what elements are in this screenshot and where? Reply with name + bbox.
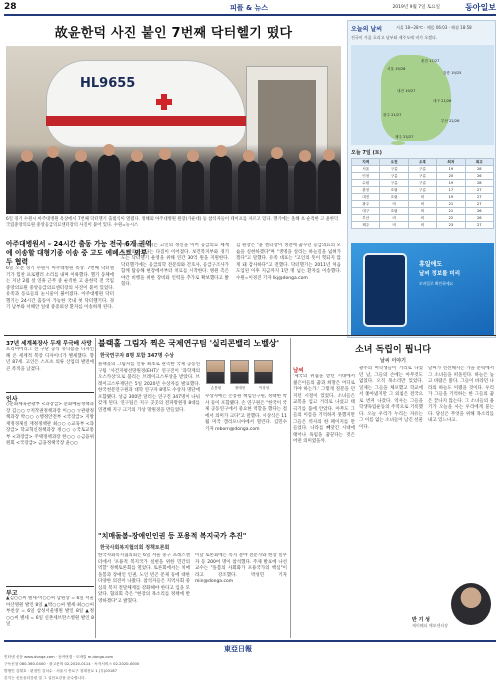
weather-meta: 서울 18~28℃ · 해뜸 06:03 · 해짐 18:58 [396, 25, 472, 30]
table-row: 부산 비 비 22 26 [352, 215, 494, 222]
table-row: 수원 구름 구름 19 28 [352, 180, 494, 187]
ceremony-crowd [6, 144, 341, 214]
smartphone-icon [363, 253, 407, 327]
person-silhouette [238, 160, 260, 214]
personnel-section-text: ◇문화체육관광부 <과장급> 문화예술정책과장 김○○ ▽저작권정책과장 이○○ ▽관광정책과장 박○○ ◇행정안전부 <국장급> 지방재정경제실 재정정책관 최○○ ◇교육부 <과장급> 학교혁신정책과장 정○○ ◇국토교통부 <과장급> 주택정책과장 한○○ ◇금융위원회 <국장급> 금융정책국장 윤○○ [6, 402, 94, 447]
story2-subheadline: 한국연구자 8명 포함 347명 수상 [100, 353, 175, 359]
person-silhouette [126, 160, 148, 214]
table-header-row: 지역 오전 오후 최저 최고 [352, 159, 494, 166]
ad-line-3: 모바일로 확인하세요 [419, 281, 454, 286]
lead-headline: 故윤한덕 사진 붙인 7번째 닥터헬기 떴다 [54, 26, 293, 41]
footer-line: 구독신청 080-360-0400 · 광고문의 02-2020-0114 · 독자서비스 02-2020-0000 [4, 662, 140, 666]
lead-photo [6, 46, 341, 214]
table-row: 광주 비 비 21 27 [352, 201, 494, 208]
weather-city: 강릉 19/25 [443, 71, 462, 75]
researcher-name: 이상성 [258, 386, 270, 390]
footer-line: 인터넷 신문 www.donga.com · 동아닷컴 · 모바일 m.donga.com [4, 655, 114, 659]
weather-city: 춘천 17/27 [421, 59, 440, 63]
person-silhouette [318, 159, 340, 214]
photo-caption: 6일 경기 수원시 아주대병원 옥상에서 7번째 닥터헬기 출범식이 열렸다. 정해외 아주대병원 원장(가운데) 등 참석자들이 테이프를 자르고 있다. 헬기에는 올해 초 순직한 고 윤한덕 국립중앙의료원 중앙응급의료센터장의 사진이 붙어 있다. 수원=뉴시스 [6, 217, 339, 229]
story1-headline: 아주대병원서 – 24시간 출동 가능 전국 6개 권역에 이송할 대형기종 이송 중 고도 에베스트 외부 두 협력 [6, 240, 152, 267]
story2-column-2: 수상자에는 손봉원 책임연구원, 정태현 박사 등이 포함됐다. 손 연구원은 "한국이 국제 공동연구에서 중요한 역할을 했다는 점에서 의미가 크다"고 말했다. 시상식은 11월 미국 캘리포니아에서 열린다. 김민수 기자 reborn@donga.com [205, 394, 287, 432]
person-silhouette [70, 160, 92, 214]
personnel-section-title: 인사 [6, 392, 94, 403]
column-separator [290, 338, 291, 638]
issue-date: 2019년 9월 7일 토요일 [392, 5, 440, 10]
author-photo [451, 583, 491, 625]
table-row: 서울 구름 구름 19 28 [352, 166, 494, 173]
column-text-3: 날씨가 선선해지는 가을 문턱에서 그 소녀들을 떠올린다. 하늘은 높고 바람은 맑다. 그들이 바라던 나라의 하늘도 이랬을 것이다. 우리가 그들을 기억하는 한 그들의 꿈은 끝나지 않는다. 그 소녀들의 용기가 오늘을 사는 우리에게 묻는다. 당신은 무엇을 위해 목소리를 내고 있느냐고. [428, 366, 494, 424]
researcher-photo [254, 360, 273, 384]
ad-line-1: 휴일에도 [419, 261, 443, 268]
weather-description: 전국이 가끔 흐리고 남부와 제주도에 비가 오겠다. [351, 35, 438, 40]
footer-logo: 東亞日報 [224, 645, 252, 653]
red-cross-icon [156, 94, 172, 110]
column-separator [95, 338, 96, 638]
person-silhouette [294, 160, 316, 214]
story1-column-1: 6일 오전 경기 수원시 아주대병원 옥상. 7번째 닥터헬기가 힘찬 프로펠러 소리를 내며 이륙했다. 헬기 동체에는 지난 2월 설 연휴 근무 중 순직한 고 윤한덕 전 국립중앙의료원 중앙응급의료센터장의 사진이 붙어 있었다. 유족과 동료들의 눈시울이 붉어졌다. 아주대병원 닥터헬기는 24시간 출동이 가능한 국내 첫 닥터헬기다. 경기 남부와 서해안 일대 중증외상 환자를 이송하게 된다. [6, 266, 114, 311]
table-row: 인천 구름 구름 20 26 [352, 173, 494, 180]
researcher-photo [206, 360, 225, 384]
researcher-photo [230, 360, 249, 384]
page-footer [4, 640, 496, 688]
table-row: 춘천 흐림 구름 17 27 [352, 187, 494, 194]
helicopter-body [46, 60, 246, 148]
person-silhouette [154, 158, 176, 214]
footer-line: 발행인 김재호 · 편집인 김차수 · 서울시 종로구 청계천로 1 (우)03187 [4, 669, 117, 673]
researcher-name: 손봉원 [210, 386, 222, 390]
weather-city: 광주 21/27 [383, 113, 402, 117]
story1-column-3: 김 원장은 "윤 센터장이 생전에 꿈꾸던 응급의료의 모습을 실현하겠다"며 "생명을 살리는 하늘길을 넓혀가겠다"고 말했다. 유족 대표는 "고인의 뜻이 헛되지 않게 돼 감사하다"고 전했다. 닥터헬기는 2011년 처음 도입된 이후 지금까지 1만 명 넘는 환자를 이송했다. 수원=이경진 기자 lkj@donga.com [236, 243, 341, 281]
column-headline: 소녀 독립이 뭡니다 [355, 345, 431, 355]
person-silhouette [210, 155, 232, 214]
person-silhouette [182, 160, 204, 214]
person-silhouette [42, 156, 64, 214]
ad-line-2: 날씨 정보를 미리 [419, 271, 461, 277]
section-title: 피플 & 뉴스 [230, 4, 269, 12]
weather-app-ad[interactable] [351, 243, 494, 336]
forecast-table [351, 158, 494, 229]
weather-city: 대전 19/27 [397, 89, 416, 93]
column-text-2: 광주의 여학생들이 거리로 나섰던 날, 그들의 손에는 아무것도 없었다. 오직 목소리만 있었다. 일제는 그들을 체포했고 학교에서 쫓아냈지만 그 외침은 전국으로 번져 나갔다. 역사는 그들을 학생독립운동의 주역으로 기록했다. 오늘 우리가 누리는 자유는 그 이름 없는 소녀들이 남긴 선물이다. [359, 366, 423, 430]
jeju-island [391, 141, 405, 145]
helicopter-stripe [46, 116, 246, 126]
story3-column-1: 한국사회복지협의회는 6일 서울 중구 프레스센터에서 '포용적 복지국가 실현을 위한 민간의 역할' 정책토론회를 열었다. 토론회에서는 치매 돌봄과 장애인 인권, 노인 빈곤 문제 등에 대한 다양한 의견이 나왔다. 참석자들은 지역사회 중심의 복지 전달체계를 강화해야 한다고 입을 모았다. 협의회 측은 "현장의 목소리를 정책에 반영하겠다"고 밝혔다. [98, 553, 190, 604]
newspaper-logo: 동아일보 [465, 3, 496, 12]
footer-line: 본지는 신문윤리강령 및 그 실천요강을 준수합니다. [4, 676, 86, 680]
story1-column-2: 이날 출범식에서는 고인의 정신을 이어 응급의료 체계를 강화하겠다는 다짐이 이어졌다. 보건복지부와 경기도는 닥터헬기 운영을 위해 연간 30억 원을 지원한다. 닥터헬기에는 응급의학 전문의와 간호사, 응급구조사가 함께 탑승해 현장에서부터 치료를 시작한다. 병원 측은 야간 비행을 위한 장비와 인력을 추가로 확보했다고 밝혔다. [121, 243, 229, 288]
table-row: 대구 흐림 비 21 26 [352, 208, 494, 215]
person-silhouette [266, 157, 288, 214]
table-row: 대전 흐림 비 19 27 [352, 194, 494, 201]
table-row: 제주 비 비 23 27 [352, 222, 494, 229]
weather-city: 부산 22/26 [441, 119, 460, 123]
column-title: 남씨 [293, 368, 304, 374]
story3-headline: "치매돌봄-장애인인권 등 포용적 복지국가 추진" [98, 532, 247, 540]
weather-title: 오늘의 날씨 [351, 26, 383, 33]
page-number: 28 [4, 2, 17, 12]
weather-panel [347, 20, 496, 338]
weather-map [351, 45, 494, 145]
author-role: 케이웨더 예보센터장 [412, 623, 449, 628]
story3-subheadline: 한국사회복지협의회 정책토론회 [100, 545, 170, 551]
person-silhouette [16, 160, 38, 214]
column-kicker: 날씨 이야기 [380, 358, 406, 364]
weather-city: 서울 19/28 [387, 67, 406, 71]
obituary-feature-text: 프리미어리그 전 구단 공식 유니폼을 디자인해 온 세계적 복장 디자이너가 별세했다. 향년 87세. 고인은 스포츠 의류 산업의 발전에 큰 족적을 남겼다. [6, 347, 94, 372]
weather-city: 대구 21/26 [433, 99, 452, 103]
author-name: 반 기 성 [412, 617, 430, 623]
helicopter-registration: HL9655 [80, 76, 136, 91]
story2-headline: 블랙홀 그림자 찍은 국제연구팀 '실리콘밸리 노벨상' [98, 339, 280, 348]
person-silhouette [98, 154, 120, 214]
obituary-section-title: 부고 [6, 586, 94, 597]
column-text-1: '제국의 위협을 받던 시대에서 젊은이들의 꿈과 희망은 어디로 가야 하는가.' 그렇게 질문을 던지던 시절이 있었다. 소녀들은 교복을 입고 거리로 나섰고 태극기를 품에 안았다. 아무도 그들의 이름을 기억하지 못했지만 그들은 역사의 한 페이지를 만들었다. 나라를 빼앗긴 시대에 태어나 독립을 꿈꾼다는 것은 어떤 의미였을까. [293, 374, 355, 445]
story3-column-2: 이날 토론회에는 복지 분야 전문가와 현장 실무자 등 200여 명이 참석했다. 주제 발표에 나선 교수는 "돌봄의 사회화가 포용국가의 핵심"이라고 강조했다. 박성민 기자 min@donga.com [195, 553, 287, 585]
researcher-name: 정태현 [234, 386, 246, 390]
obituary-feature-title: 37년 세계복장사 두재 무극배 사망 [6, 341, 92, 347]
obituary-section-text: ▲김○○씨 별세·이○○씨 남편상 = 6일 서울아산병원 발인 8일 ▲박○○씨 별세·최○○씨 부친상 = 6일 삼성서울병원 발인 8일 ▲정○○씨 별세 = 6일 신촌세브란스병원 발인 8일 [6, 596, 94, 628]
section-divider [4, 335, 496, 336]
forecast-table-title: 오늘 7일 (토) [351, 150, 382, 156]
page-header [4, 2, 496, 16]
weather-city: 제주 23/27 [395, 135, 414, 139]
story2-column-1: 블랙홀의 그림자를 인류 최초로 관측한 국제 공동연구팀 '사건지평선망원경(EHT)' 연구진이 '과학계의 오스카상'으로 불리는 브레이크스루상을 받았다. 브레이크스루재단은 5일 2020년 수상자를 발표했다. 한국천문연구원과 대학 연구자 8명도 수상자 명단에 포함됐다. 상금 300만 달러는 연구진 347명이 나눠 갖게 된다. 연구팀은 지구 곳곳의 전파망원경 8대를 연결해 지구 크기의 가상 망원경을 만들었다. [98, 362, 200, 413]
